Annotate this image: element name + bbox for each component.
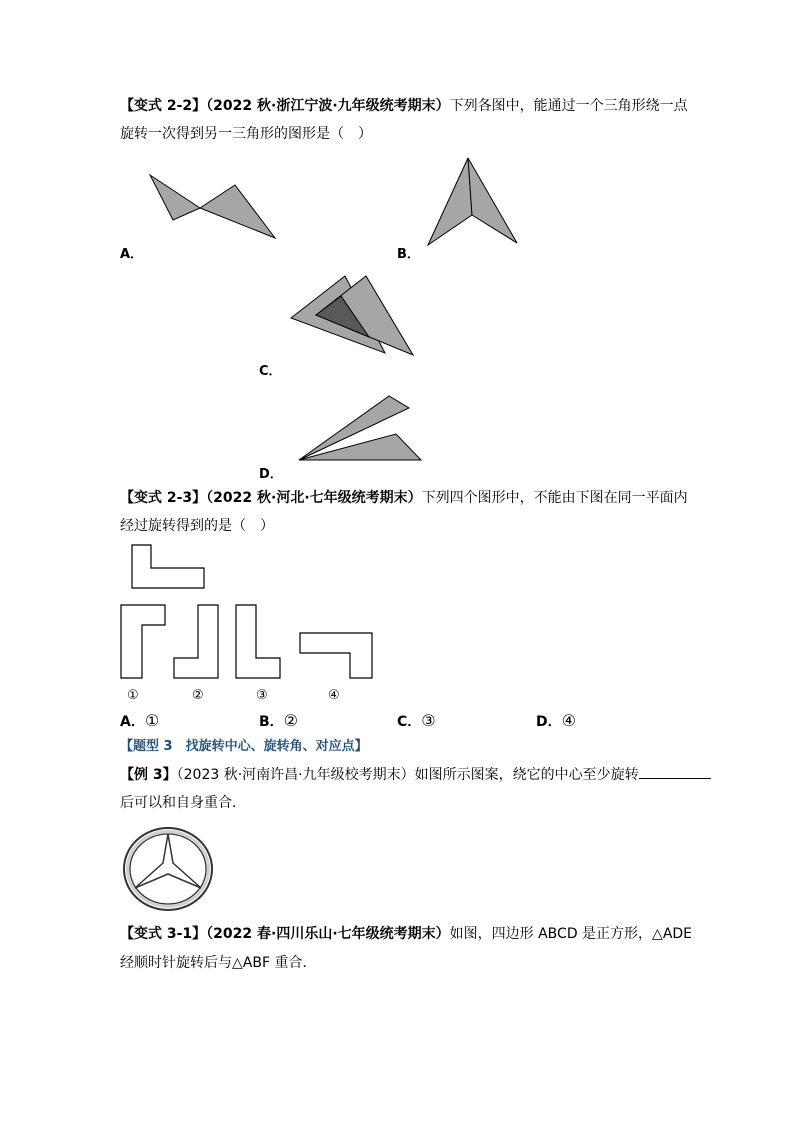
figure-a-triangle-left <box>150 175 200 220</box>
ex3-line2: 后可以和自身重合． <box>120 795 246 811</box>
q22-tag: 【变式 2-2】 <box>120 98 207 114</box>
q31-tag: 【变式 3-1】 <box>120 926 207 942</box>
answer-d <box>536 711 576 732</box>
figure-d-slim-triangles <box>296 393 426 465</box>
q23-tag: 【变式 2-3】 <box>120 490 207 506</box>
q31-stem-part1: 如图，四边形 ABCD 是正方形，△ADE <box>449 926 693 942</box>
shape-number-2: ② <box>192 688 204 703</box>
figure-c-overlapping-triangles <box>288 273 418 358</box>
reference-l-shape <box>130 543 208 591</box>
answer-d-num: ④ <box>561 711 576 730</box>
figure-a-bowtie-triangles <box>145 170 285 245</box>
q22-line1 <box>120 96 688 116</box>
option-b-label: B． <box>397 247 420 262</box>
answer-c-num: ③ <box>421 711 436 730</box>
ex3-source: （2023 秋·河南许昌·九年级校考期末） <box>176 767 415 783</box>
answer-c <box>397 711 436 732</box>
reference-l-outline <box>132 545 204 588</box>
ex3-tag: 【例 3】 <box>120 767 177 783</box>
answer-b <box>259 711 298 732</box>
shape-2-outline <box>174 605 218 678</box>
three-point-star-emblem <box>122 826 214 912</box>
shape-3-l <box>234 603 284 681</box>
figure-b-triangle-left <box>428 158 472 245</box>
answer-b-letter: B． <box>259 714 284 730</box>
answer-a <box>120 711 159 732</box>
figure-b-triangle-right <box>468 158 517 243</box>
shape-1-l <box>119 603 169 681</box>
q23-line2: 经过旋转得到的是（ ） <box>120 518 274 534</box>
q31-source: （2022 春·四川乐山·七年级统考期末） <box>206 926 450 942</box>
answer-c-letter: C． <box>397 714 422 730</box>
answer-a-letter: A． <box>120 714 145 730</box>
option-a-label: A． <box>120 247 144 262</box>
answer-a-num: ① <box>144 711 160 730</box>
q22-stem-part1: 下列各图中，能通过一个三角形绕一点 <box>449 98 688 114</box>
shape-3-outline <box>236 605 280 678</box>
q22-source: （2022 秋·浙江宁波·九年级统考期末） <box>206 98 450 114</box>
shape-number-4: ④ <box>328 688 340 703</box>
figure-b-arrow-triangles <box>425 155 520 250</box>
q23-line1 <box>120 488 688 508</box>
q23-stem-part1: 下列四个图形中，不能由下图在同一平面内 <box>421 490 688 506</box>
shape-4-l <box>298 631 376 681</box>
answer-d-letter: D． <box>536 714 562 730</box>
option-c-label: C． <box>259 364 282 379</box>
ex3-stem-part1: 如图所示图案，绕它的中心至少旋转 <box>414 767 639 783</box>
q31-line2: 经顺时针旋转后与△ABF 重合． <box>120 955 317 971</box>
shape-number-1: ① <box>127 688 139 703</box>
option-d-label: D． <box>259 467 283 482</box>
shape-number-3: ③ <box>256 688 268 703</box>
figure-a-triangle-right <box>200 185 275 238</box>
type3-heading: 【题型 3 找旋转中心、旋转角、对应点】 <box>120 739 368 754</box>
shape-4-outline <box>300 633 372 678</box>
q23-source: （2022 秋·河北·七年级统考期末） <box>206 490 422 506</box>
answer-blank[interactable] <box>639 764 711 779</box>
shape-2-l <box>172 603 222 681</box>
ex3-line1 <box>120 764 711 785</box>
q22-line2: 旋转一次得到另一三角形的图形是（ ） <box>120 126 372 142</box>
shape-1-outline <box>121 605 165 678</box>
q31-line1 <box>120 924 692 944</box>
answer-b-num: ② <box>283 711 299 730</box>
